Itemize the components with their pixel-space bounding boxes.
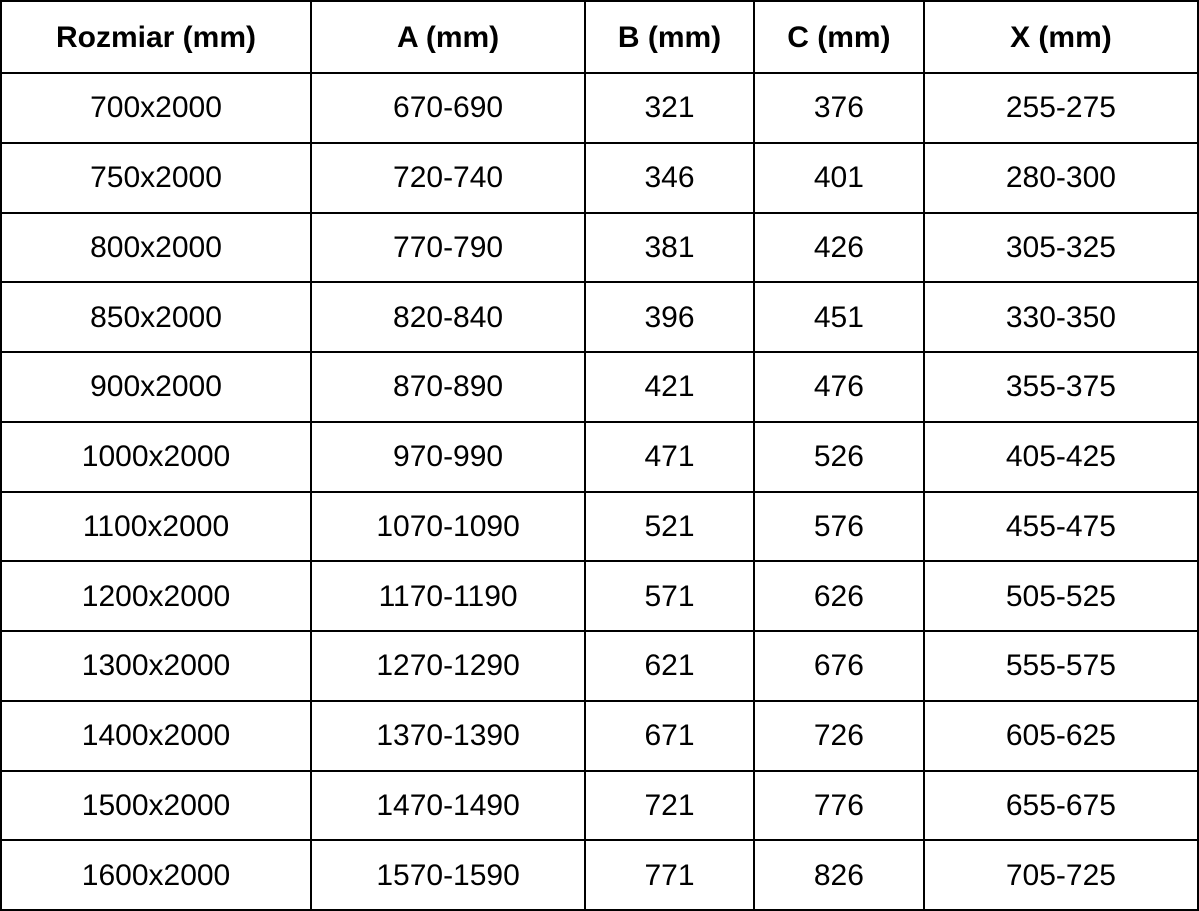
table-cell: 396 xyxy=(585,282,754,352)
table-row xyxy=(1,422,1198,492)
table-row xyxy=(1,352,1198,422)
header-row xyxy=(1,1,1198,73)
table-cell: 1100x2000 xyxy=(1,492,311,562)
table-cell: 1300x2000 xyxy=(1,631,311,701)
table-cell: 726 xyxy=(754,701,924,771)
table-cell: 280-300 xyxy=(924,143,1198,213)
table-cell: 676 xyxy=(754,631,924,701)
table-cell: 970-990 xyxy=(311,422,585,492)
table-cell: 800x2000 xyxy=(1,213,311,283)
table-cell: 526 xyxy=(754,422,924,492)
table-cell: 1500x2000 xyxy=(1,771,311,841)
table-row xyxy=(1,771,1198,841)
table-row xyxy=(1,282,1198,352)
table-cell: 376 xyxy=(754,73,924,143)
table-cell: 826 xyxy=(754,840,924,910)
table-cell: 576 xyxy=(754,492,924,562)
table-cell: 321 xyxy=(585,73,754,143)
table-cell: 605-625 xyxy=(924,701,1198,771)
table-cell: 1600x2000 xyxy=(1,840,311,910)
table-cell: 426 xyxy=(754,213,924,283)
table-cell: 401 xyxy=(754,143,924,213)
table-cell: 1000x2000 xyxy=(1,422,311,492)
table-cell: 1370-1390 xyxy=(311,701,585,771)
header-cell: Rozmiar (mm) xyxy=(1,1,311,73)
table-cell: 455-475 xyxy=(924,492,1198,562)
table-cell: 521 xyxy=(585,492,754,562)
table-cell: 1070-1090 xyxy=(311,492,585,562)
header-cell: C (mm) xyxy=(754,1,924,73)
table-cell: 405-425 xyxy=(924,422,1198,492)
table-cell: 476 xyxy=(754,352,924,422)
table-row xyxy=(1,631,1198,701)
table-cell: 421 xyxy=(585,352,754,422)
table-cell: 721 xyxy=(585,771,754,841)
table-cell: 671 xyxy=(585,701,754,771)
table-cell: 770-790 xyxy=(311,213,585,283)
table-cell: 1570-1590 xyxy=(311,840,585,910)
table-cell: 346 xyxy=(585,143,754,213)
table-cell: 1270-1290 xyxy=(311,631,585,701)
table-cell: 571 xyxy=(585,561,754,631)
table-row xyxy=(1,143,1198,213)
table-cell: 700x2000 xyxy=(1,73,311,143)
table-cell: 750x2000 xyxy=(1,143,311,213)
table-cell: 870-890 xyxy=(311,352,585,422)
table-cell: 381 xyxy=(585,213,754,283)
table-cell: 720-740 xyxy=(311,143,585,213)
table-row xyxy=(1,701,1198,771)
table-cell: 1200x2000 xyxy=(1,561,311,631)
table-cell: 555-575 xyxy=(924,631,1198,701)
header-cell: B (mm) xyxy=(585,1,754,73)
table-cell: 505-525 xyxy=(924,561,1198,631)
table-row xyxy=(1,213,1198,283)
table-cell: 820-840 xyxy=(311,282,585,352)
table-cell: 850x2000 xyxy=(1,282,311,352)
table-body xyxy=(1,73,1198,910)
table-cell: 471 xyxy=(585,422,754,492)
table-cell: 330-350 xyxy=(924,282,1198,352)
table-row xyxy=(1,840,1198,910)
table-cell: 355-375 xyxy=(924,352,1198,422)
table-cell: 900x2000 xyxy=(1,352,311,422)
table-row xyxy=(1,73,1198,143)
table-cell: 655-675 xyxy=(924,771,1198,841)
table-cell: 1470-1490 xyxy=(311,771,585,841)
table-cell: 1170-1190 xyxy=(311,561,585,631)
table-cell: 776 xyxy=(754,771,924,841)
table-row xyxy=(1,492,1198,562)
table-cell: 451 xyxy=(754,282,924,352)
table-cell: 771 xyxy=(585,840,754,910)
table-cell: 670-690 xyxy=(311,73,585,143)
table-cell: 255-275 xyxy=(924,73,1198,143)
table-cell: 305-325 xyxy=(924,213,1198,283)
table-cell: 1400x2000 xyxy=(1,701,311,771)
table-cell: 705-725 xyxy=(924,840,1198,910)
header-cell: A (mm) xyxy=(311,1,585,73)
table-row xyxy=(1,561,1198,631)
header-cell: X (mm) xyxy=(924,1,1198,73)
table-cell: 621 xyxy=(585,631,754,701)
table-cell: 626 xyxy=(754,561,924,631)
